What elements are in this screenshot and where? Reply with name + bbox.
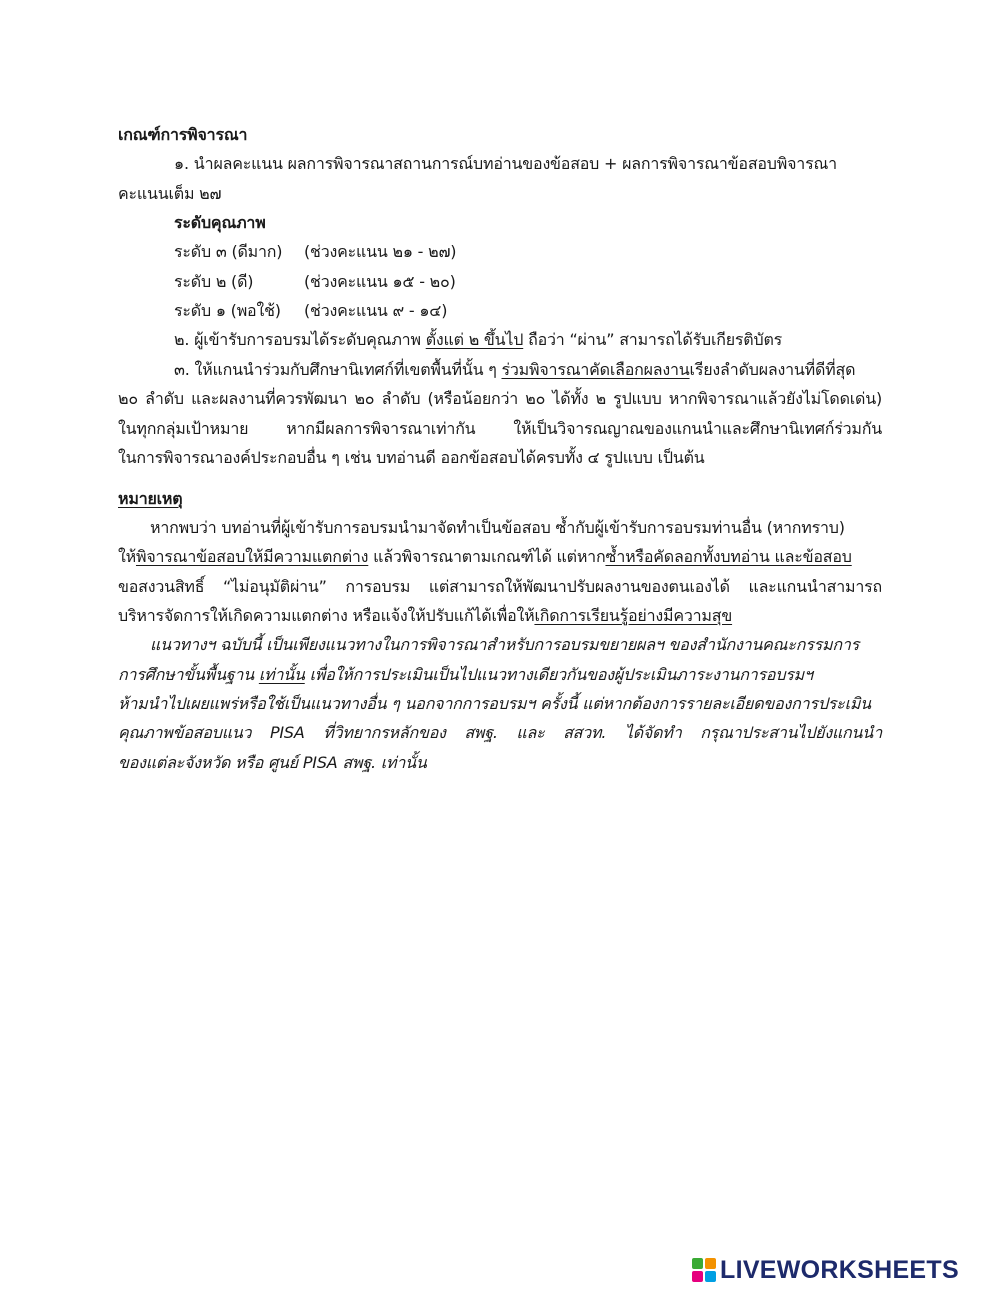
criteria-item-2 [174,329,782,351]
level-3-range: (ช่วงคะแนน ๒๑ - ๒๗) [304,242,457,261]
quality-heading: ระดับคุณภาพ [174,213,266,232]
remarks-p1-text-b: แล้วพิจารณาตามเกณฑ์ได้ แต่หาก [368,547,606,566]
level-1-label: ระดับ ๑ (พอใช้) [174,301,281,320]
criteria-item-3-line-1 [174,359,855,381]
remarks-p1-text-a: ให้ [118,547,136,566]
criteria-item-2-text-a: ๒. ผู้เข้ารับการอบรมได้ระดับคุณภาพ [174,330,426,349]
criteria-item-3-line-3: ในทุกกลุ่มเป้าหมาย หากมีผลการพิจารณาเท่ากัน ให้เป็นวิจารณญาณของแกนนำและศึกษานิเทศก์ร่วมกัน [118,419,882,438]
remarks-p2-text-b: เพื่อให้การประเมินเป็นไปแนวทางเดียวกันของผู้ประเมินภาระงานการอบรมฯ [304,665,813,684]
remarks-p2-underlined: เท่านั้น [258,665,305,684]
remarks-p1-line-1: หากพบว่า บทอ่านที่ผู้เข้ารับการอบรมนำมาจัดทำเป็นข้อสอบ ซ้ำกับผู้เข้ารับการอบรมท่านอื่น (หากทราบ) [150,518,845,537]
criteria-item-1-line-1: ๑. นำผลคะแนน ผลการพิจารณาสถานการณ์บทอ่านของข้อสอบ + ผลการพิจารณาข้อสอบพิจารณา [174,154,837,173]
remarks-p1-underlined-2: ซ้ำหรือคัดลอกทั้งบทอ่าน และข้อสอบ [605,547,852,566]
criteria-item-3-text-b: เรียงลำดับผลงานที่ดีที่สุด [689,360,856,379]
criteria-item-2-text-b: ถือว่า “ผ่าน” สามารถได้รับเกียรติบัตร [523,330,783,349]
remarks-p2-line-3: ห้ามนำไปเผยแพร่หรือใช้เป็นแนวทางอื่น ๆ นอกจากการอบรมฯ ครั้งนี้ แต่หากต้องการรายละเอียดของการประเมิน [118,694,871,713]
remarks-p1-line-2 [118,546,852,568]
remarks-p1-underlined-1: พิจารณาข้อสอบให้มีความแตกต่าง [135,547,369,566]
remarks-heading: หมายเหตุ [118,489,183,508]
level-1-range: (ช่วงคะแนน ๙ - ๑๔) [304,301,448,320]
remarks-p1-line-3: ขอสงวนสิทธิ์ “ไม่อนุมัติผ่าน” การอบรม แต่สามารถให้พัฒนาปรับผลงานของตนเองได้ และแกนนำสามารถ [118,577,882,596]
remarks-p1-text-c: บริหารจัดการให้เกิดความแตกต่าง หรือแจ้งให้ปรับแก้ได้เพื่อให้ [118,606,535,625]
remarks-p2-line-1: แนวทางฯ ฉบับนี้ เป็นเพียงแนวทางในการพิจารณาสำหรับการอบรมขยายผลฯ ของสำนักงานคณะกรรมการ [150,635,860,654]
remarks-p2-text-a: การศึกษาขั้นพื้นฐาน [118,665,259,684]
liveworksheets-logo-text: LIVEWORKSHEETS [720,1255,959,1284]
remarks-p2-line-2 [118,664,813,686]
criteria-item-3-line-2: ๒๐ ลำดับ และผลงานที่ควรพัฒนา ๒๐ ลำดับ (หรือน้อยกว่า ๒๐ ได้ทั้ง ๒ รูปแบบ หากพิจารณาแล้วยังไม่โดดเด่น) [118,389,882,408]
remarks-p2-line-5: ของแต่ละจังหวัด หรือ ศูนย์ PISA สพฐ. เท่านั้น [118,753,427,772]
liveworksheets-logo [692,1257,959,1283]
remarks-p1-line-4 [118,605,732,627]
criteria-item-2-underlined: ตั้งแต่ ๒ ขึ้นไป [425,330,524,349]
level-3-label: ระดับ ๓ (ดีมาก) [174,242,283,261]
criteria-item-3-line-4: ในการพิจารณาองค์ประกอบอื่น ๆ เช่น บทอ่านดี ออกข้อสอบได้ครบทั้ง ๔ รูปแบบ เป็นต้น [118,448,705,467]
criteria-item-3-underlined: ร่วมพิจารณาคัดเลือกผลงาน [501,360,690,379]
level-2-label: ระดับ ๒ (ดี) [174,272,254,291]
remarks-p2-line-4: คุณภาพข้อสอบแนว PISA ที่วิทยากรหลักของ สพฐ. และ สสวท. ได้จัดทำ กรุณาประสานไปยังแกนนำ [118,723,882,742]
liveworksheets-logo-icon [692,1258,716,1282]
level-2-range: (ช่วงคะแนน ๑๕ - ๒๐) [304,272,456,291]
criteria-item-3-text-a: ๓. ให้แกนนำร่วมกับศึกษานิเทศก์ที่เขตพื้นที่นั้น ๆ [174,360,502,379]
criteria-item-1-line-2: คะแนนเต็ม ๒๗ [118,184,222,203]
remarks-p1-underlined-3: เกิดการเรียนรู้อย่างมีความสุข [534,606,733,625]
criteria-heading: เกณฑ์การพิจารณา [118,125,248,144]
